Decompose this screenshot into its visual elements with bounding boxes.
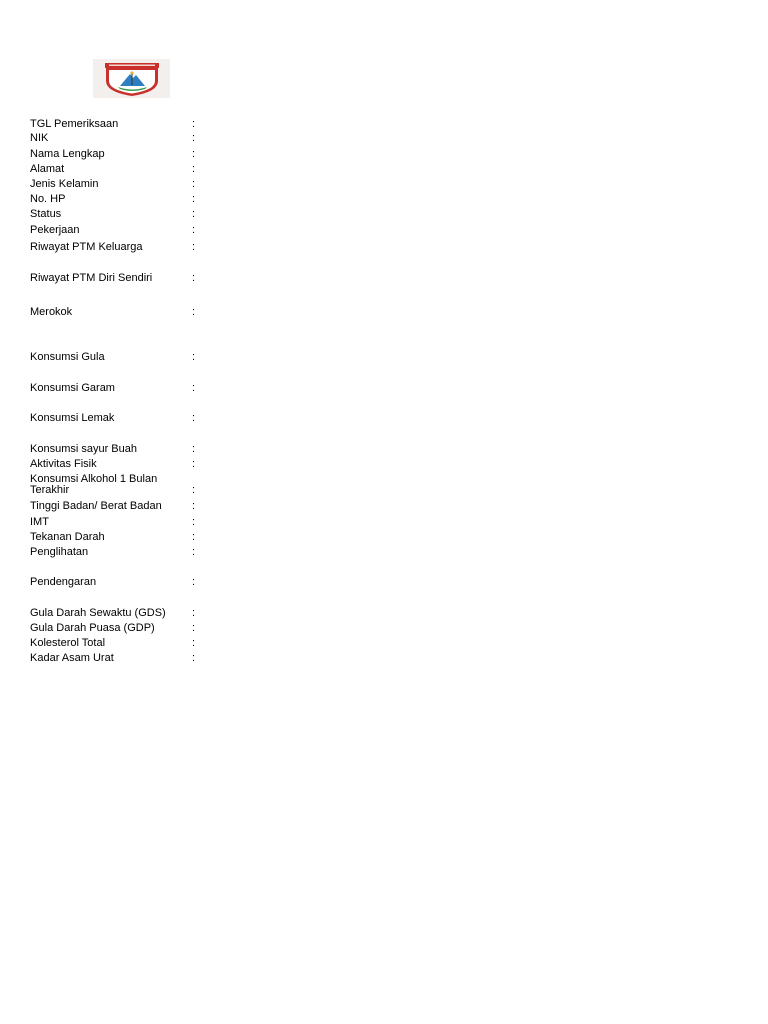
field-konsumsi-lemak [30,411,210,427]
field-merokok [30,305,210,321]
field-separator: : [192,412,196,424]
field-label: Kadar Asam Urat [30,652,114,664]
field-label: Aktivitas Fisik [30,458,97,470]
field-tekanan-darah [30,530,210,546]
field-label: Kolesterol Total [30,637,106,649]
field-separator: : [192,576,196,588]
field-separator: : [192,148,196,160]
field-separator: : [192,637,196,649]
field-label: Alamat [30,163,65,175]
field-pendengaran [30,575,210,591]
field-label: Gula Darah Puasa (GDP) [30,622,155,634]
field-riwayat-ptm-keluarga [30,240,210,256]
field-label: Pendengaran [30,576,97,588]
field-label: No. HP [30,193,66,205]
field-aktivitas-fisik [30,457,210,473]
field-label: TGL Pemeriksaan [30,118,119,130]
field-label: NIK [30,132,49,144]
field-label: Nama Lengkap [30,148,105,160]
shield-icon [93,59,170,98]
field-separator: : [192,306,196,318]
field-separator: : [192,351,196,363]
field-separator: : [192,132,196,144]
field-separator: : [192,607,196,619]
field-separator: : [192,546,196,558]
field-label: Konsumsi Gula [30,351,105,363]
field-konsumsi-gula [30,350,210,366]
field-label: Merokok [30,306,73,318]
field-tinggi-berat-badan [30,499,210,515]
field-separator: : [192,224,196,236]
field-separator: : [192,500,196,512]
field-alamat [30,162,210,178]
field-label: Tinggi Badan/ Berat Badan [30,500,162,512]
field-gula-darah-sewaktu [30,606,210,622]
field-label: Riwayat PTM Keluarga [30,241,143,253]
field-separator: : [192,622,196,634]
field-label: Riwayat PTM Diri Sendiri [30,272,153,284]
field-kolesterol-total [30,636,210,652]
field-label: Status [30,208,62,220]
field-jenis-kelamin [30,177,210,193]
field-label: IMT [30,516,49,528]
field-separator: : [192,443,196,455]
logo-emblem [93,59,170,98]
field-nik [30,131,210,147]
field-label: Konsumsi sayur Buah [30,443,137,455]
field-label: Jenis Kelamin [30,178,99,190]
field-pekerjaan [30,223,210,239]
field-label: Konsumsi Lemak [30,412,115,424]
field-status [30,207,210,223]
field-label: Konsumsi Garam [30,382,115,394]
field-konsumsi-alkohol [30,474,210,500]
field-separator: : [192,118,196,130]
field-gula-darah-puasa [30,621,210,637]
field-konsumsi-garam [30,381,210,397]
field-separator: : [192,193,196,205]
field-separator: : [192,208,196,220]
field-separator: : [192,272,196,284]
field-konsumsi-sayur-buah [30,442,210,458]
field-no-hp [30,192,210,208]
field-separator: : [192,178,196,190]
field-separator: : [192,516,196,528]
field-label: Penglihatan [30,546,89,558]
field-label: Konsumsi Alkohol 1 Bulan Terakhir [30,473,158,496]
field-separator: : [192,241,196,253]
field-label: Tekanan Darah [30,531,105,543]
field-nama-lengkap [30,147,210,163]
field-penglihatan [30,545,210,561]
field-label: Gula Darah Sewaktu (GDS) [30,607,166,619]
field-separator: : [192,484,196,496]
field-separator: : [192,531,196,543]
field-separator: : [192,382,196,394]
field-imt [30,515,210,531]
field-riwayat-ptm-diri-sendiri [30,271,210,287]
field-separator: : [192,458,196,470]
field-separator: : [192,163,196,175]
field-separator: : [192,652,196,664]
field-label: Pekerjaan [30,224,80,236]
field-kadar-asam-urat [30,651,210,667]
